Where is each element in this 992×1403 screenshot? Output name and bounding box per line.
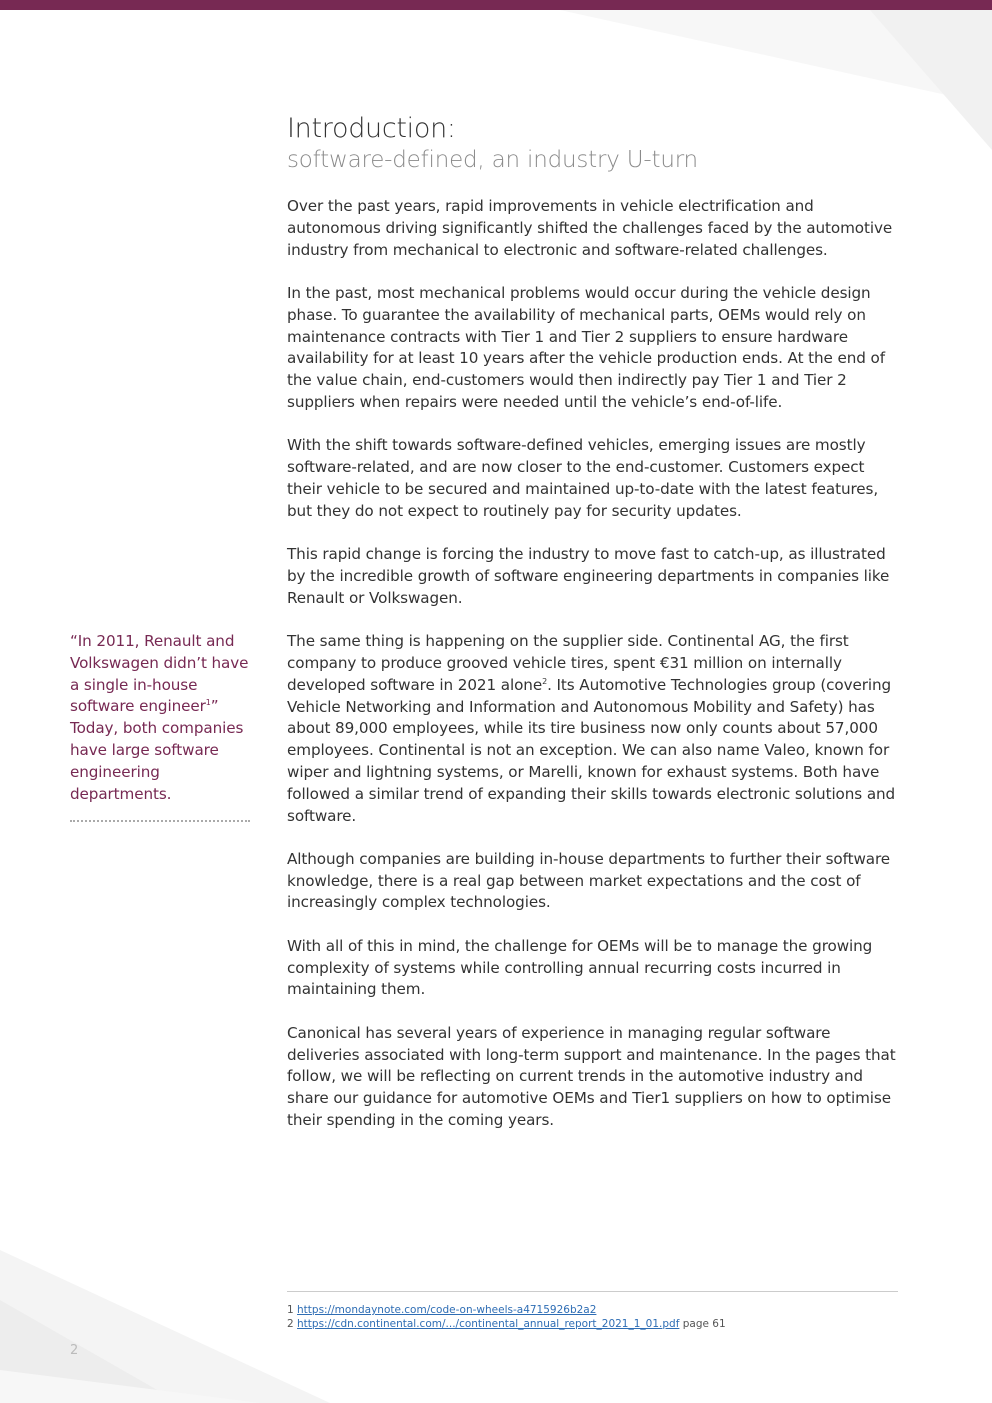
footnote-divider [287, 1291, 898, 1292]
paragraph-1: Over the past years, rapid improvements in vehicle electrification and autonomous driving significantly shifted the challenges faced by the automotive industry from mechanical to electronic and software-related challenges. [287, 197, 893, 259]
page-subtitle: software-defined, an industry U-turn [287, 147, 698, 173]
footnote-2-link[interactable]: https://cdn.continental.com/.../continental_annual_report_2021_1_01.pdf [297, 1318, 680, 1330]
paragraph-2: In the past, most mechanical problems would occur during the vehicle design phase. To guarantee the availability of mechanical parts, OEMs would rely on maintenance contracts with Tier 1 and Tier 2 suppliers to ensure hardware availability for at least 10 years after the vehicle production ends. At the end of the value chain, end-customers would then indirectly pay Tier 1 and Tier 2 suppliers when repairs were needed until the vehicle’s end-of-life. [287, 283, 885, 411]
footnotes [287, 1303, 898, 1331]
paragraph-5-end: . Its Automotive Technologies group (covering Vehicle Networking and Information and Autonomous Mobility and Safety) has about 89,000 employees, while its tire business now only counts about 57,000 employees. Continental is not an exception. We can also name Valeo, known for wiper and lightning systems, or Marelli, known for exhaust systems. Both have followed a similar trend of expanding their skills towards electronic solutions and software. [287, 675, 896, 825]
footnote-2-number: 2 [287, 1318, 294, 1330]
paragraph-8: Canonical has several years of experience in managing regular software deliveries associated with long-term support and maintenance. In the pages that follow, we will be reflecting on current trends in the automotive industry and share our guidance for automotive OEMs and Tier1 suppliers on how to optimise their spending in the coming years. [287, 1023, 896, 1130]
paragraph-6: Although companies are building in-house departments to further their software knowledge, there is a real gap between market expectations and the cost of increasingly complex technologies. [287, 849, 891, 912]
paragraph-4: This rapid change is forcing the industry to move fast to catch-up, as illustrated by the incredible growth of software engineering departments in companies like Renault or Volkswagen. [287, 545, 890, 607]
footnote-1-link[interactable]: https://mondaynote.com/code-on-wheels-a4715926b2a2 [297, 1304, 597, 1316]
footnote-2 [287, 1317, 898, 1331]
footnote-1 [287, 1303, 898, 1317]
pull-quote-text: “In 2011, Renault and Volkswagen didn’t have a single in-house software engineer [70, 632, 249, 716]
pull-quote-text-end: ” Today, both companies have large software engineering departments. [70, 697, 244, 803]
page-title: Introduction: [287, 113, 456, 144]
paragraph-7: With all of this in mind, the challenge for OEMs will be to manage the growing complexity of systems while controlling annual recurring costs incurred in maintaining them. [287, 936, 873, 999]
pull-quote-divider [70, 820, 250, 822]
heading-block [287, 112, 907, 174]
body-text [287, 196, 899, 1153]
footnote-2-suffix: page 61 [679, 1318, 726, 1330]
paragraph-5 [287, 631, 899, 827]
footnote-ref-2: 2 [542, 676, 548, 686]
pull-quote-footnote-ref: 1 [205, 698, 211, 708]
paragraph-5-start: The same thing is happening on the supplier side. Continental AG, the first company to produce grooved vehicle tires, spent €31 million on internally developed software in 2021 alone [287, 632, 849, 694]
pull-quote [70, 631, 255, 805]
footnote-1-number: 1 [287, 1304, 294, 1316]
paragraph-3: With the shift towards software-defined vehicles, emerging issues are mostly software-related, and are now closer to the end-customer. Customers expect their vehicle to be secured and maintained up-to-date with the latest features, but they do not expect to routinely pay for security updates. [287, 436, 879, 520]
page-number: 2 [70, 1343, 79, 1358]
